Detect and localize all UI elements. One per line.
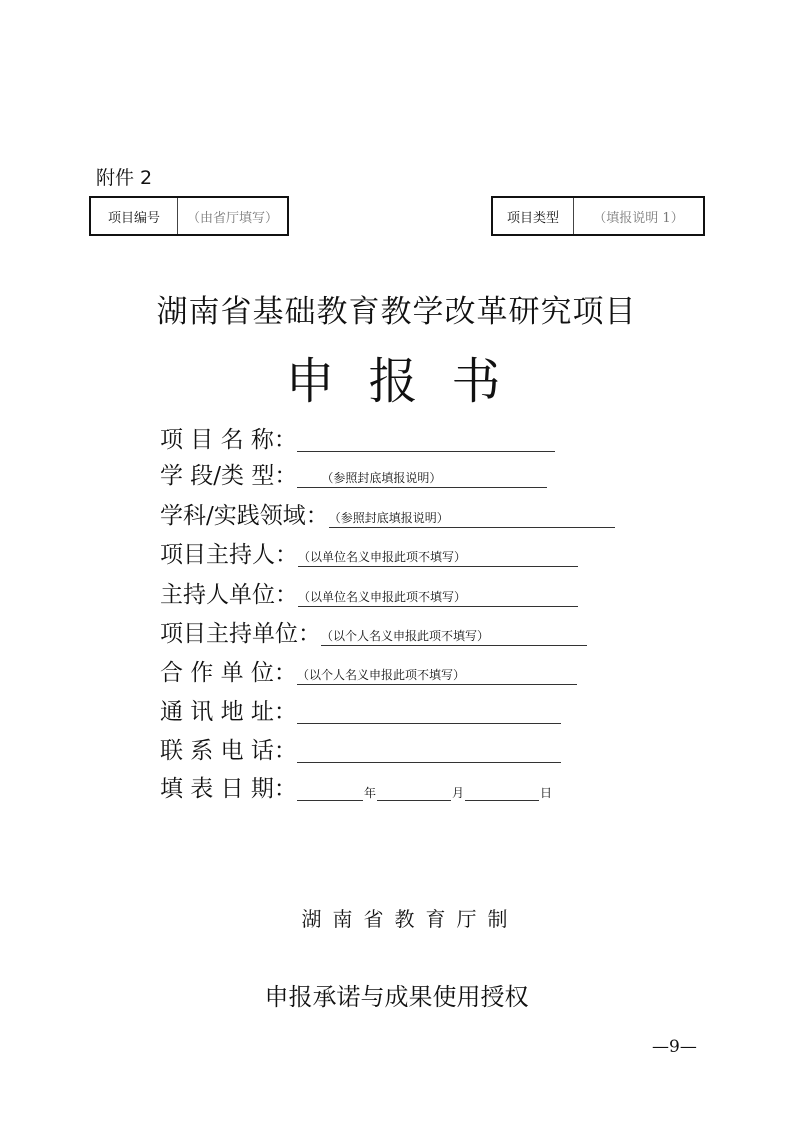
field-row-leader-unit — [160, 573, 578, 607]
page-number: —9— — [652, 1037, 697, 1057]
project-number-box — [89, 196, 289, 236]
year-input[interactable] — [297, 784, 363, 801]
date-field — [297, 784, 553, 801]
project-type-value[interactable]: （填报说明 1） — [593, 210, 684, 226]
field-row-address — [160, 690, 561, 724]
field-input-partner-unit[interactable]: （以个人名义申报此项不填写） — [297, 665, 577, 685]
section-heading: 申报承诺与成果使用授权 — [264, 983, 529, 1011]
project-type-box — [491, 196, 705, 236]
field-row-partner-unit — [160, 651, 577, 685]
project-number-label: 项目编号 — [91, 198, 178, 234]
field-label: 项目主持单位： — [160, 621, 321, 647]
field-row-subject-domain — [160, 494, 615, 528]
field-input-phone[interactable] — [297, 743, 561, 763]
attachment-label: 附件 2 — [96, 167, 153, 189]
project-number-value[interactable]: （由省厅填写） — [186, 210, 278, 226]
field-label: 项 目 名 称： — [160, 427, 297, 453]
field-label: 学 段/类 型： — [160, 463, 298, 489]
field-label: 通 讯 地 址： — [160, 699, 297, 725]
year-unit: 年 — [363, 786, 376, 800]
field-label: 项目主持人： — [160, 542, 298, 568]
field-row-phone — [160, 729, 561, 763]
field-input-project-leader[interactable]: （以单位名义申报此项不填写） — [298, 547, 578, 567]
day-input[interactable] — [465, 784, 539, 801]
field-input-stage-type[interactable]: （参照封底填报说明） — [297, 468, 547, 488]
field-input-subject-domain[interactable]: （参照封底填报说明） — [329, 508, 615, 528]
field-input-host-unit[interactable]: （以个人名义申报此项不填写） — [321, 626, 587, 646]
field-label: 联 系 电 话： — [160, 738, 297, 764]
project-type-label: 项目类型 — [493, 198, 574, 234]
document-title: 申报书 — [285, 353, 535, 410]
issuer: 湖南省教育厅制 — [301, 907, 519, 931]
field-label: 主持人单位： — [160, 582, 298, 608]
field-row-stage-type — [160, 454, 547, 488]
field-row-project-name — [160, 418, 555, 452]
field-label: 填 表 日 期： — [160, 776, 297, 802]
field-row-fill-date — [160, 767, 553, 801]
field-input-project-name[interactable] — [297, 432, 555, 452]
day-unit: 日 — [539, 786, 552, 800]
field-row-host-unit — [160, 612, 587, 646]
main-title: 湖南省基础教育教学改革研究项目 — [156, 294, 637, 330]
field-row-project-leader — [160, 533, 578, 567]
field-input-address[interactable] — [297, 704, 561, 724]
month-input[interactable] — [377, 784, 451, 801]
field-label: 合 作 单 位： — [160, 660, 297, 686]
month-unit: 月 — [451, 786, 464, 800]
field-label: 学科/实践领域： — [160, 503, 329, 529]
field-input-leader-unit[interactable]: （以单位名义申报此项不填写） — [298, 587, 578, 607]
